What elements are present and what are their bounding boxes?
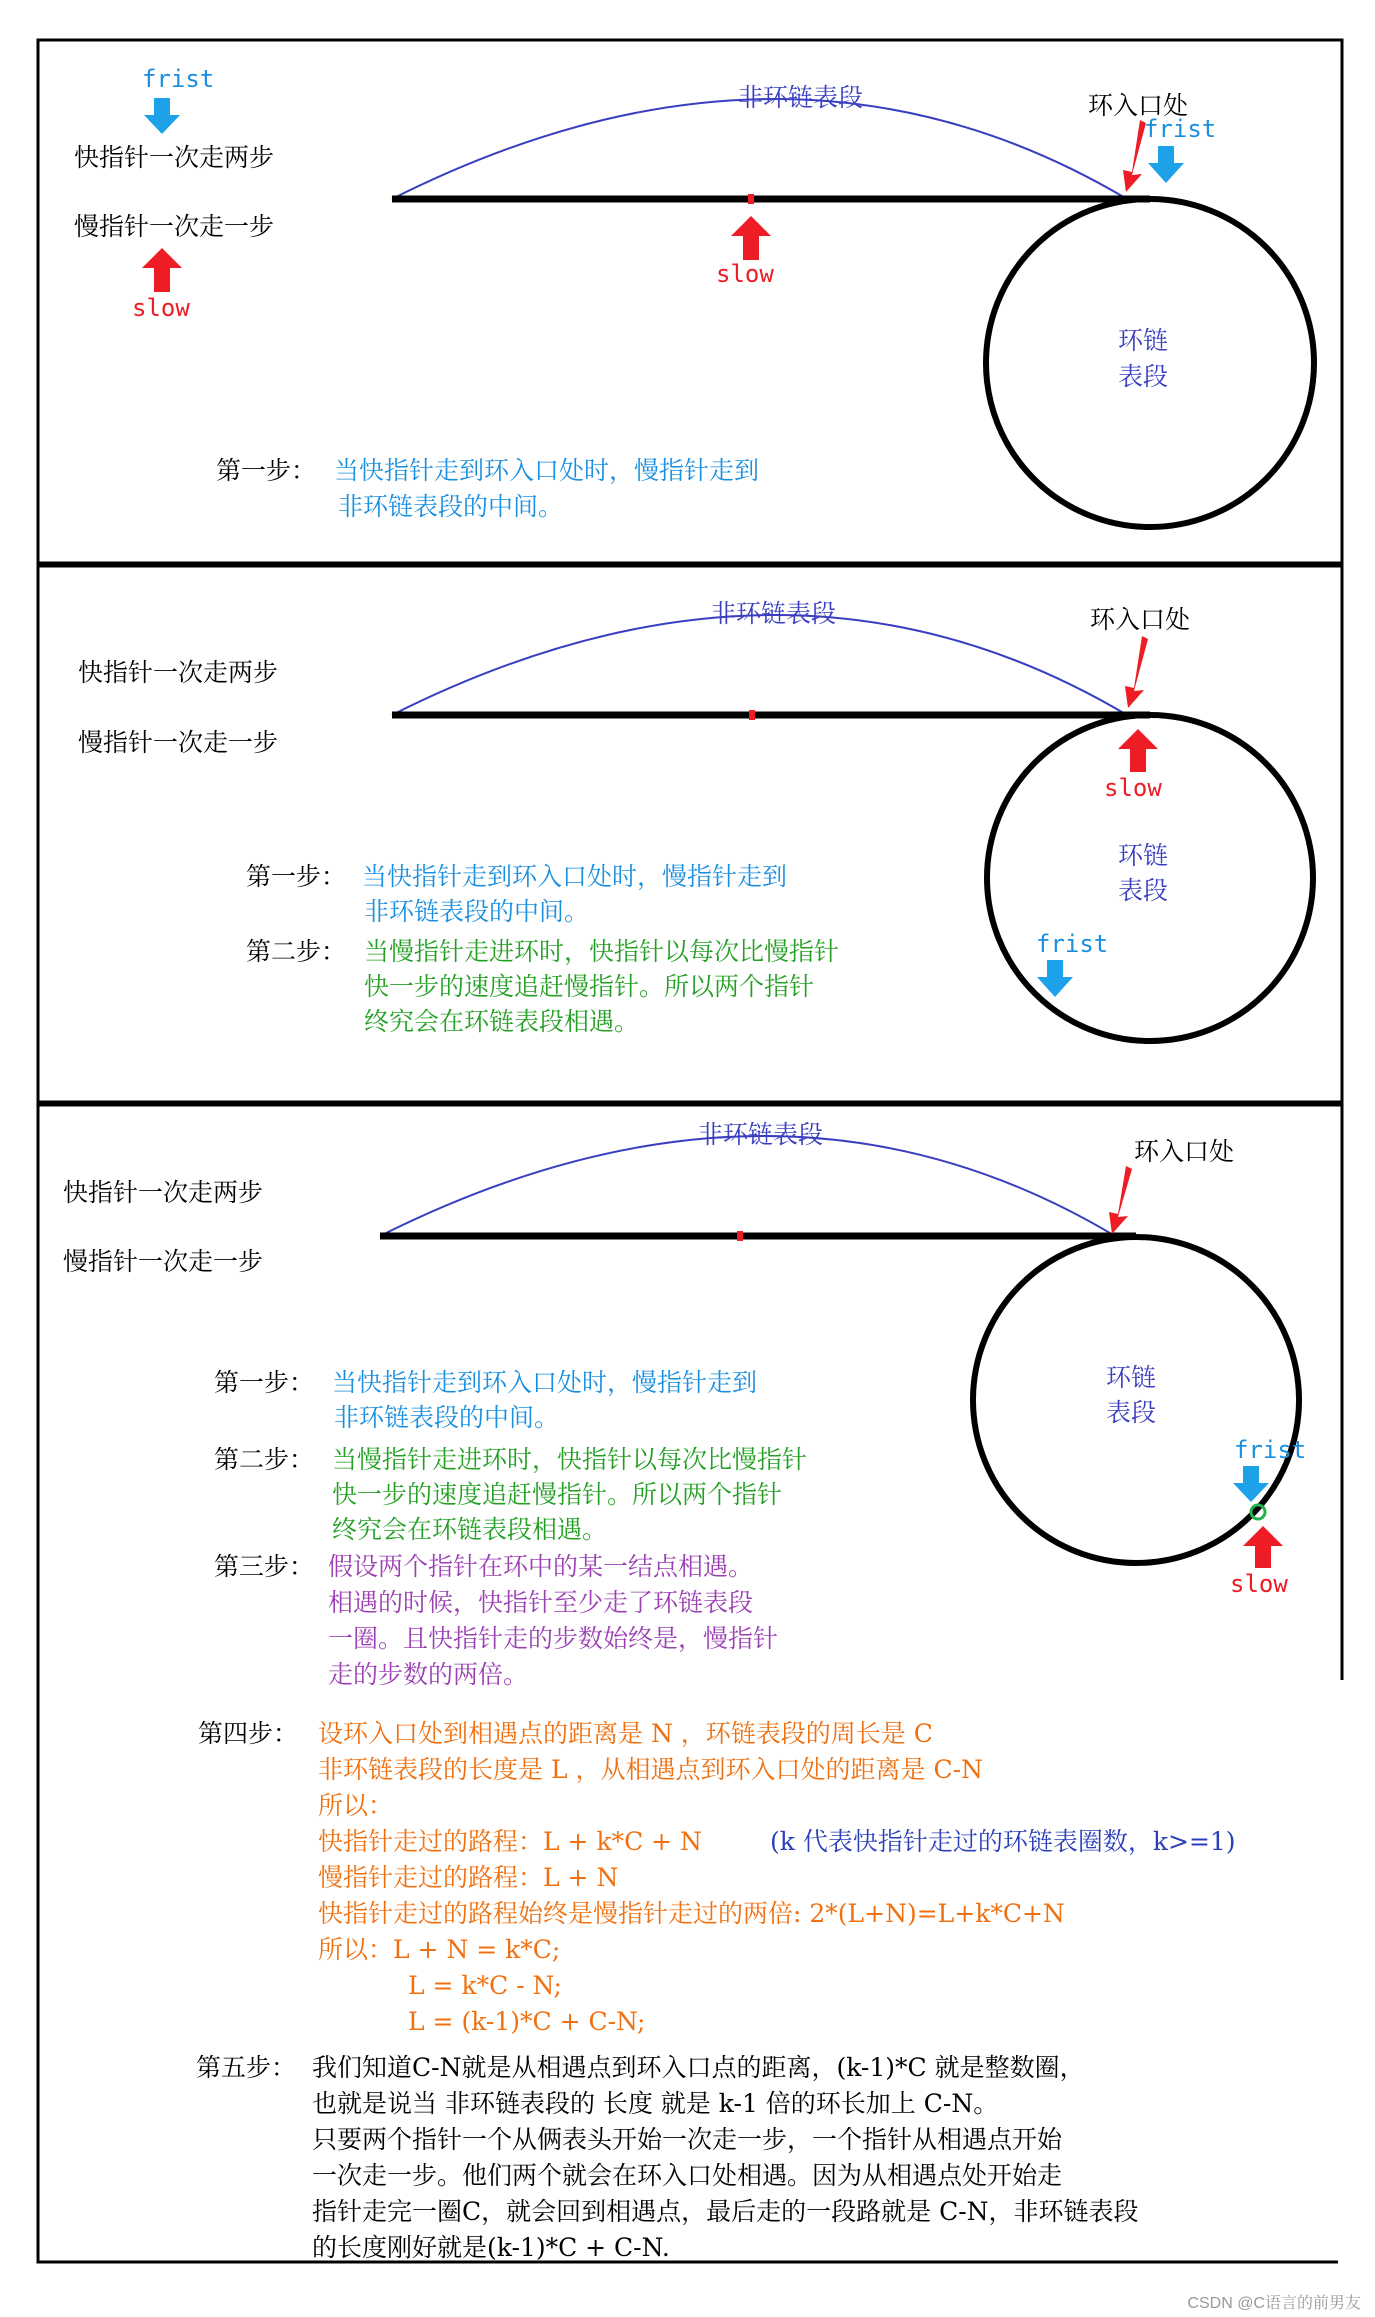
noncycle-label: 非环链表段 bbox=[711, 599, 837, 628]
step2-head: 第二步： bbox=[246, 937, 347, 966]
step1-line2: 非环链表段的中间。 bbox=[334, 1403, 560, 1432]
step2-head: 第二步： bbox=[214, 1445, 315, 1474]
step3-head: 第三步： bbox=[214, 1552, 315, 1581]
slow-pointer-label: slow bbox=[1230, 1570, 1288, 1598]
panel-2-frame bbox=[38, 566, 1342, 1102]
slow-mid-label: slow bbox=[716, 260, 774, 288]
step1-head: 第一步： bbox=[246, 862, 347, 891]
step4-line2: 非环链表段的长度是 L ，从相遇点到环入口处的距离是 C-N bbox=[318, 1755, 983, 1784]
fast-rule: 快指针一次走两步 bbox=[78, 658, 279, 687]
step1-head: 第一步： bbox=[216, 456, 317, 485]
step2-line2: 快一步的速度追赶慢指针。所以两个指针 bbox=[364, 972, 815, 1001]
step4-line4b: (k 代表快指针走过的环链表圈数，k>=1) bbox=[770, 1827, 1236, 1856]
middle-mark bbox=[748, 194, 754, 204]
fast-pointer-label: frist bbox=[1234, 1436, 1307, 1464]
fast-pointer-arrow-icon bbox=[1037, 960, 1073, 997]
step1-line1: 当快指针走到环入口处时，慢指针走到 bbox=[334, 456, 760, 485]
entrance-label: 环入口处 bbox=[1134, 1137, 1235, 1166]
panel-step-2 bbox=[38, 566, 1342, 1102]
slow-rule: 慢指针一次走一步 bbox=[63, 1247, 264, 1276]
step3-line1: 假设两个指针在环中的某一结点相遇。 bbox=[328, 1552, 754, 1581]
step4-line3: 所以： bbox=[318, 1791, 394, 1820]
entrance-arrow-icon bbox=[1109, 1166, 1132, 1234]
fast-pointer-arrow-icon bbox=[144, 98, 180, 134]
step4-line1: 设环入口处到相遇点的距离是 N ，环链表段的周长是 C bbox=[318, 1719, 933, 1748]
step5-line4: 一次走一步。他们两个就会在环入口处相遇。因为从相遇点处开始走 bbox=[312, 2161, 1063, 2190]
noncycle-arc bbox=[392, 99, 1127, 199]
step3-line2: 相遇的时候，快指针至少走了环链表段 bbox=[328, 1588, 754, 1617]
step5-line5: 指针走完一圈C，就会回到相遇点，最后走的一段路就是 C-N，非环链表段 bbox=[312, 2197, 1139, 2226]
step4-line6: 快指针走过的路程始终是慢指针走过的两倍: 2*(L+N)=L+k*C+N bbox=[318, 1899, 1065, 1928]
cycle-label-line2: 表段 bbox=[1118, 876, 1169, 905]
cycle-label-line1: 环链 bbox=[1106, 1363, 1157, 1392]
slow-pointer-label: slow bbox=[1104, 774, 1162, 802]
step4-line4a: 快指针走过的路程：L + k*C + N bbox=[318, 1827, 702, 1856]
step5-line6: 的长度刚好就是(k-1)*C + C-N. bbox=[312, 2233, 670, 2262]
step1-line1: 当快指针走到环入口处时，慢指针走到 bbox=[362, 862, 788, 891]
cycle-label-line1: 环链 bbox=[1118, 326, 1169, 355]
fast-entrance-label: frist bbox=[1144, 115, 1217, 143]
step2-line3: 终究会在环链表段相遇。 bbox=[364, 1007, 640, 1036]
middle-mark bbox=[749, 710, 755, 720]
step2-line1: 当慢指针走进环时，快指针以每次比慢指针 bbox=[332, 1445, 808, 1474]
step5-line2: 也就是说当 非环链表段的 长度 就是 k-1 倍的环长加上 C-N。 bbox=[312, 2089, 999, 2118]
middle-mark bbox=[737, 1231, 743, 1241]
step5-head: 第五步： bbox=[196, 2053, 297, 2082]
noncycle-label: 非环链表段 bbox=[738, 83, 864, 112]
slow-mid-arrow-icon bbox=[731, 216, 771, 260]
step1-line1: 当快指针走到环入口处时，慢指针走到 bbox=[332, 1368, 758, 1397]
slow-pointer-label: slow bbox=[132, 294, 190, 322]
step4-line5: 慢指针走过的路程：L + N bbox=[318, 1863, 619, 1892]
slow-rule: 慢指针一次走一步 bbox=[78, 728, 279, 757]
step4-line7: 所以：L + N = k*C; bbox=[318, 1935, 561, 1964]
step5-line3: 只要两个指针一个从俩表头开始一次走一步，一个指针从相遇点开始 bbox=[312, 2125, 1063, 2154]
noncycle-arc bbox=[392, 615, 1127, 715]
cycle-label-line1: 环链 bbox=[1118, 841, 1169, 870]
entrance-arrow-icon bbox=[1123, 120, 1146, 192]
noncycle-arc bbox=[380, 1136, 1115, 1236]
slow-entrance-arrow-icon bbox=[1118, 729, 1158, 772]
step1-head: 第一步： bbox=[214, 1368, 315, 1397]
frame-gap bbox=[1338, 1680, 1346, 2270]
step5-line1: 我们知道C-N就是从相遇点到环入口点的距离，(k-1)*C 就是整数圈， bbox=[312, 2053, 1085, 2082]
fast-pointer-label: frist bbox=[1036, 930, 1109, 958]
noncycle-label: 非环链表段 bbox=[698, 1120, 824, 1149]
step3-line3: 一圈。且快指针走的步数始终是，慢指针 bbox=[328, 1624, 779, 1653]
step1-line2: 非环链表段的中间。 bbox=[364, 897, 590, 926]
cycle-label-line2: 表段 bbox=[1106, 1398, 1157, 1427]
step4-line9: L = (k-1)*C + C-N; bbox=[408, 2007, 646, 2036]
step4-line8: L = k*C - N; bbox=[408, 1971, 562, 2000]
entrance-label: 环入口处 bbox=[1088, 91, 1189, 120]
slow-pointer-arrow-icon bbox=[1243, 1526, 1283, 1568]
step4-head: 第四步： bbox=[198, 1719, 299, 1748]
step2-line1: 当慢指针走进环时，快指针以每次比慢指针 bbox=[364, 937, 840, 966]
fast-rule: 快指针一次走两步 bbox=[74, 143, 275, 172]
panel-step-1 bbox=[38, 40, 1342, 563]
cycle-label-line2: 表段 bbox=[1118, 362, 1169, 391]
step3-line4: 走的步数的两倍。 bbox=[328, 1660, 529, 1689]
watermark: CSDN @C语言的前男友 bbox=[1187, 2295, 1361, 2312]
slow-pointer-arrow-icon bbox=[142, 248, 182, 292]
entrance-label: 环入口处 bbox=[1090, 605, 1191, 634]
fast-entrance-arrow-icon bbox=[1148, 146, 1184, 183]
step1-line2: 非环链表段的中间。 bbox=[338, 492, 564, 521]
fast-rule: 快指针一次走两步 bbox=[63, 1178, 264, 1207]
entrance-arrow-icon bbox=[1125, 636, 1148, 708]
panel-steps-3-5 bbox=[38, 1105, 1346, 2270]
step2-line2: 快一步的速度追赶慢指针。所以两个指针 bbox=[332, 1480, 783, 1509]
fast-pointer-label: frist bbox=[142, 65, 215, 93]
slow-rule: 慢指针一次走一步 bbox=[74, 212, 275, 241]
step2-line3: 终究会在环链表段相遇。 bbox=[332, 1515, 608, 1544]
